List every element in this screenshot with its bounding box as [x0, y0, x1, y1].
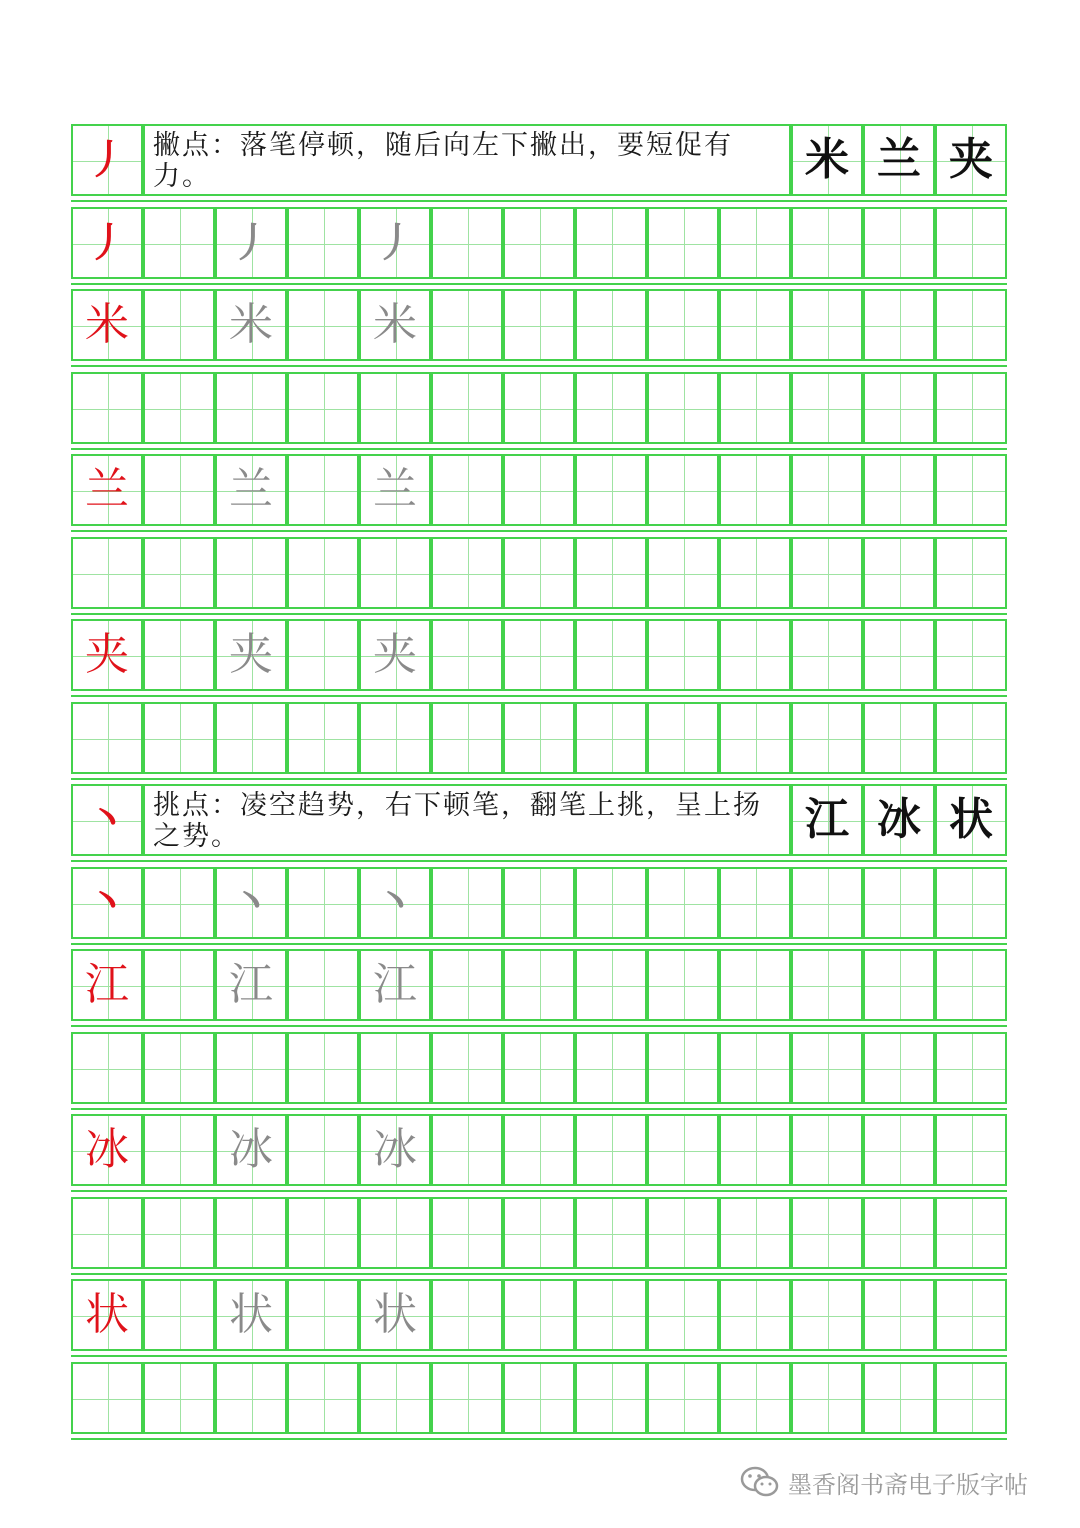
blank-grid-cell: [791, 1279, 863, 1351]
wechat-logo-icon: [740, 1465, 780, 1499]
blank-grid-cell: [791, 1362, 863, 1434]
blank-grid-cell: [575, 1114, 647, 1186]
blank-grid-cell: [143, 537, 215, 609]
blank-grid-cell: [143, 1032, 215, 1104]
blank-grid-cell: [719, 1197, 791, 1269]
blank-grid-cell: [431, 207, 503, 279]
trace-stroke-cell: 丿: [215, 207, 287, 279]
blank-grid-cell: [431, 454, 503, 526]
blank-grid-cell: [935, 372, 1007, 444]
blank-grid-cell: [791, 454, 863, 526]
blank-grid-cell: [935, 1362, 1007, 1434]
blank-grid-cell: [647, 1032, 719, 1104]
blank-grid-cell: [791, 289, 863, 361]
blank-grid-cell: [431, 1032, 503, 1104]
blank-grid-cell: [575, 1197, 647, 1269]
example-char-cell: 兰: [863, 124, 935, 196]
blank-grid-cell: [719, 1279, 791, 1351]
blank-practice-row: [71, 537, 1007, 609]
blank-grid-cell: [719, 702, 791, 774]
blank-grid-cell: [431, 949, 503, 1021]
blank-grid-cell: [359, 702, 431, 774]
character-practice-row: [71, 619, 1007, 691]
blank-grid-cell: [431, 372, 503, 444]
blank-grid-cell: [359, 537, 431, 609]
blank-grid-cell: [719, 619, 791, 691]
blank-grid-cell: [71, 1032, 143, 1104]
trace-char-cell: 夹: [215, 619, 287, 691]
blank-grid-cell: [215, 537, 287, 609]
blank-grid-cell: [791, 1114, 863, 1186]
blank-grid-cell: [791, 372, 863, 444]
example-char-cell: 米: [791, 124, 863, 196]
blank-grid-cell: [647, 619, 719, 691]
trace-char-cell: 冰: [215, 1114, 287, 1186]
row-separator: [71, 1355, 1007, 1357]
blank-grid-cell: [935, 207, 1007, 279]
trace-char-cell: 状: [215, 1279, 287, 1351]
blank-grid-cell: [719, 867, 791, 939]
blank-grid-cell: [719, 207, 791, 279]
stroke-description: 撇点：落笔停顿，随后向左下撇出，要短促有力。: [143, 124, 791, 196]
blank-grid-cell: [503, 702, 575, 774]
blank-grid-cell: [719, 289, 791, 361]
blank-grid-cell: [287, 619, 359, 691]
blank-grid-cell: [719, 1362, 791, 1434]
blank-grid-cell: [71, 1197, 143, 1269]
blank-grid-cell: [143, 949, 215, 1021]
blank-grid-cell: [647, 867, 719, 939]
blank-grid-cell: [503, 1279, 575, 1351]
blank-grid-cell: [503, 454, 575, 526]
example-char-cell: 夹: [935, 124, 1007, 196]
stroke-header-row: [71, 124, 1007, 196]
model-char-cell: 冰: [71, 1114, 143, 1186]
blank-grid-cell: [431, 702, 503, 774]
blank-grid-cell: [935, 1279, 1007, 1351]
blank-grid-cell: [143, 289, 215, 361]
blank-grid-cell: [647, 207, 719, 279]
blank-grid-cell: [287, 289, 359, 361]
blank-grid-cell: [287, 1279, 359, 1351]
stroke-practice-row: [71, 207, 1007, 279]
blank-grid-cell: [791, 619, 863, 691]
blank-grid-cell: [71, 372, 143, 444]
row-separator: [71, 448, 1007, 450]
blank-grid-cell: [71, 537, 143, 609]
blank-grid-cell: [647, 372, 719, 444]
stroke-practice-row: [71, 867, 1007, 939]
blank-grid-cell: [575, 537, 647, 609]
row-separator: [71, 943, 1007, 945]
blank-grid-cell: [863, 949, 935, 1021]
blank-grid-cell: [431, 1197, 503, 1269]
blank-practice-row: [71, 1032, 1007, 1104]
blank-grid-cell: [503, 619, 575, 691]
blank-grid-cell: [863, 1032, 935, 1104]
blank-grid-cell: [287, 1114, 359, 1186]
blank-grid-cell: [215, 1197, 287, 1269]
blank-grid-cell: [575, 1279, 647, 1351]
blank-grid-cell: [575, 207, 647, 279]
blank-grid-cell: [431, 1279, 503, 1351]
blank-grid-cell: [503, 1362, 575, 1434]
blank-grid-cell: [575, 1032, 647, 1104]
blank-grid-cell: [575, 949, 647, 1021]
blank-grid-cell: [935, 949, 1007, 1021]
blank-grid-cell: [143, 1279, 215, 1351]
blank-grid-cell: [575, 619, 647, 691]
blank-grid-cell: [431, 619, 503, 691]
blank-grid-cell: [575, 867, 647, 939]
blank-grid-cell: [71, 702, 143, 774]
trace-stroke-cell: 丿: [359, 207, 431, 279]
blank-grid-cell: [431, 289, 503, 361]
trace-char-cell: 状: [359, 1279, 431, 1351]
blank-grid-cell: [359, 1362, 431, 1434]
blank-grid-cell: [863, 1114, 935, 1186]
blank-grid-cell: [575, 1362, 647, 1434]
blank-grid-cell: [575, 372, 647, 444]
blank-grid-cell: [431, 537, 503, 609]
stroke-model-cell: 丶: [71, 784, 143, 856]
blank-grid-cell: [863, 1279, 935, 1351]
example-char-cell: 冰: [863, 784, 935, 856]
trace-char-cell: 兰: [215, 454, 287, 526]
practice-sheet: [71, 124, 1007, 1432]
blank-grid-cell: [863, 1197, 935, 1269]
blank-grid-cell: [287, 1032, 359, 1104]
blank-grid-cell: [647, 702, 719, 774]
blank-grid-cell: [503, 207, 575, 279]
model-stroke-cell: 丶: [71, 867, 143, 939]
blank-grid-cell: [719, 454, 791, 526]
blank-grid-cell: [863, 537, 935, 609]
model-char-cell: 兰: [71, 454, 143, 526]
blank-grid-cell: [935, 454, 1007, 526]
blank-grid-cell: [719, 1114, 791, 1186]
watermark-text: 墨香阁书斋电子版字帖: [788, 1470, 1028, 1499]
blank-grid-cell: [863, 454, 935, 526]
blank-grid-cell: [215, 1362, 287, 1434]
trace-char-cell: 米: [215, 289, 287, 361]
row-separator: [71, 695, 1007, 697]
blank-grid-cell: [647, 454, 719, 526]
row-separator: [71, 200, 1007, 202]
blank-grid-cell: [503, 1032, 575, 1104]
trace-stroke-cell: 丶: [215, 867, 287, 939]
blank-grid-cell: [719, 372, 791, 444]
example-char-cell: 江: [791, 784, 863, 856]
blank-grid-cell: [143, 702, 215, 774]
watermark: [740, 1462, 1028, 1502]
blank-grid-cell: [143, 1362, 215, 1434]
blank-grid-cell: [287, 537, 359, 609]
blank-practice-row: [71, 1362, 1007, 1434]
blank-grid-cell: [503, 949, 575, 1021]
model-char-cell: 江: [71, 949, 143, 1021]
blank-grid-cell: [143, 1197, 215, 1269]
blank-grid-cell: [863, 207, 935, 279]
blank-grid-cell: [935, 867, 1007, 939]
blank-grid-cell: [503, 1197, 575, 1269]
blank-grid-cell: [863, 1362, 935, 1434]
blank-grid-cell: [935, 1032, 1007, 1104]
blank-grid-cell: [503, 537, 575, 609]
blank-grid-cell: [719, 949, 791, 1021]
row-separator: [71, 283, 1007, 285]
blank-practice-row: [71, 372, 1007, 444]
blank-grid-cell: [143, 867, 215, 939]
row-separator: [71, 530, 1007, 532]
blank-grid-cell: [791, 1032, 863, 1104]
blank-grid-cell: [287, 1197, 359, 1269]
blank-grid-cell: [287, 207, 359, 279]
blank-practice-row: [71, 1197, 1007, 1269]
blank-grid-cell: [791, 1197, 863, 1269]
blank-grid-cell: [719, 537, 791, 609]
blank-grid-cell: [647, 537, 719, 609]
model-char-cell: 状: [71, 1279, 143, 1351]
blank-grid-cell: [287, 867, 359, 939]
blank-grid-cell: [215, 372, 287, 444]
blank-grid-cell: [143, 619, 215, 691]
blank-grid-cell: [935, 619, 1007, 691]
character-practice-row: [71, 289, 1007, 361]
blank-grid-cell: [647, 1197, 719, 1269]
row-separator: [71, 1438, 1007, 1440]
blank-grid-cell: [935, 1114, 1007, 1186]
blank-practice-row: [71, 702, 1007, 774]
blank-grid-cell: [647, 1114, 719, 1186]
trace-stroke-cell: 丶: [359, 867, 431, 939]
blank-grid-cell: [287, 949, 359, 1021]
blank-grid-cell: [143, 1114, 215, 1186]
row-separator: [71, 778, 1007, 780]
blank-grid-cell: [935, 289, 1007, 361]
blank-grid-cell: [719, 1032, 791, 1104]
blank-grid-cell: [431, 867, 503, 939]
blank-grid-cell: [863, 867, 935, 939]
blank-grid-cell: [143, 207, 215, 279]
character-practice-row: [71, 454, 1007, 526]
blank-grid-cell: [359, 1032, 431, 1104]
stroke-model-cell: 丿: [71, 124, 143, 196]
blank-grid-cell: [575, 702, 647, 774]
blank-grid-cell: [431, 1362, 503, 1434]
blank-grid-cell: [215, 702, 287, 774]
blank-grid-cell: [431, 1114, 503, 1186]
trace-char-cell: 夹: [359, 619, 431, 691]
character-practice-row: [71, 949, 1007, 1021]
stroke-description: 挑点：凌空趋势，右下顿笔，翻笔上挑，呈上扬之势。: [143, 784, 791, 856]
blank-grid-cell: [935, 1197, 1007, 1269]
model-char-cell: 米: [71, 289, 143, 361]
blank-grid-cell: [935, 702, 1007, 774]
blank-grid-cell: [503, 867, 575, 939]
blank-grid-cell: [863, 289, 935, 361]
blank-grid-cell: [575, 454, 647, 526]
blank-grid-cell: [287, 372, 359, 444]
character-practice-row: [71, 1114, 1007, 1186]
blank-grid-cell: [503, 289, 575, 361]
blank-grid-cell: [143, 372, 215, 444]
blank-grid-cell: [647, 289, 719, 361]
row-separator: [71, 1190, 1007, 1192]
blank-grid-cell: [287, 1362, 359, 1434]
blank-grid-cell: [71, 1362, 143, 1434]
blank-grid-cell: [863, 619, 935, 691]
stroke-header-row: [71, 784, 1007, 856]
row-separator: [71, 1025, 1007, 1027]
blank-grid-cell: [791, 207, 863, 279]
character-practice-row: [71, 1279, 1007, 1351]
blank-grid-cell: [143, 454, 215, 526]
trace-char-cell: 兰: [359, 454, 431, 526]
example-char-cell: 状: [935, 784, 1007, 856]
blank-grid-cell: [359, 372, 431, 444]
trace-char-cell: 米: [359, 289, 431, 361]
blank-grid-cell: [215, 1032, 287, 1104]
trace-char-cell: 冰: [359, 1114, 431, 1186]
blank-grid-cell: [647, 1362, 719, 1434]
row-separator: [71, 1273, 1007, 1275]
blank-grid-cell: [863, 372, 935, 444]
blank-grid-cell: [791, 537, 863, 609]
blank-grid-cell: [935, 537, 1007, 609]
blank-grid-cell: [791, 702, 863, 774]
row-separator: [71, 365, 1007, 367]
blank-grid-cell: [503, 1114, 575, 1186]
model-stroke-cell: 丿: [71, 207, 143, 279]
row-separator: [71, 613, 1007, 615]
trace-char-cell: 江: [215, 949, 287, 1021]
blank-grid-cell: [287, 454, 359, 526]
model-char-cell: 夹: [71, 619, 143, 691]
blank-grid-cell: [647, 1279, 719, 1351]
row-separator: [71, 860, 1007, 862]
blank-grid-cell: [575, 289, 647, 361]
blank-grid-cell: [359, 1197, 431, 1269]
row-separator: [71, 1108, 1007, 1110]
trace-char-cell: 江: [359, 949, 431, 1021]
blank-grid-cell: [791, 867, 863, 939]
blank-grid-cell: [287, 702, 359, 774]
blank-grid-cell: [503, 372, 575, 444]
blank-grid-cell: [863, 702, 935, 774]
blank-grid-cell: [647, 949, 719, 1021]
blank-grid-cell: [791, 949, 863, 1021]
